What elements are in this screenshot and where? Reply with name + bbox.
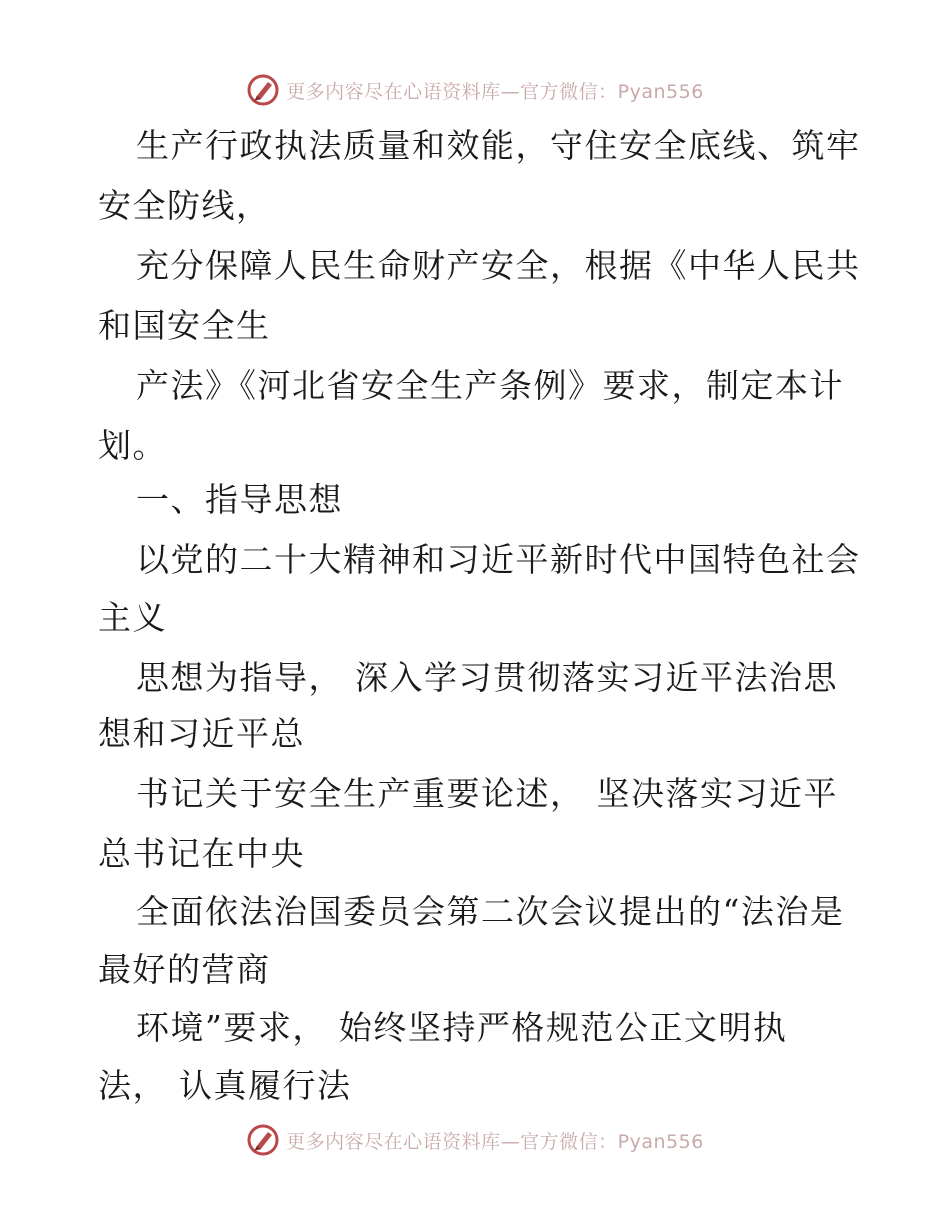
paragraph-line: 最好的营商 xyxy=(98,950,271,989)
paragraph-line: 环境”要求， 始终坚持严格规范公正文明执 xyxy=(136,1008,788,1047)
paragraph-line: 划。 xyxy=(98,426,167,465)
header-watermark xyxy=(0,70,950,110)
watermark-text: 更多内容尽在心语资料库—官方微信：Pyan556 xyxy=(286,80,704,103)
paragraph-line: 和国安全生 xyxy=(98,306,271,345)
paragraph-line: 安全防线， xyxy=(98,186,271,225)
paragraph-line: 法， 认真履行法 xyxy=(98,1066,352,1105)
paragraph-line: 全面依法治国委员会第二次会议提出的“法治是 xyxy=(136,892,845,931)
paragraph-line: 总书记在中央 xyxy=(98,834,305,873)
pen-logo-icon xyxy=(246,1123,280,1157)
paragraph-line: 主义 xyxy=(98,598,167,637)
paragraph-line: 以党的二十大精神和习近平新时代中国特色社会 xyxy=(136,540,861,579)
paragraph-line: 书记关于安全生产重要论述， 坚决落实习近平 xyxy=(136,774,838,813)
section-heading: 一、指导思想 xyxy=(136,480,343,519)
paragraph-line: 充分保障人民生命财产安全，根据《中华人民共 xyxy=(136,246,861,285)
paragraph-line: 思想为指导， 深入学习贯彻落实习近平法治思 xyxy=(136,658,838,697)
footer-watermark xyxy=(0,1120,950,1160)
paragraph-line: 想和习近平总 xyxy=(98,714,305,753)
watermark-text: 更多内容尽在心语资料库—官方微信：Pyan556 xyxy=(286,1130,704,1153)
paragraph-line: 生产行政执法质量和效能，守住安全底线、筑牢 xyxy=(136,126,861,165)
paragraph-line: 产法》《河北省安全生产条例》要求，制定本计 xyxy=(136,366,844,405)
pen-logo-icon xyxy=(246,73,280,107)
